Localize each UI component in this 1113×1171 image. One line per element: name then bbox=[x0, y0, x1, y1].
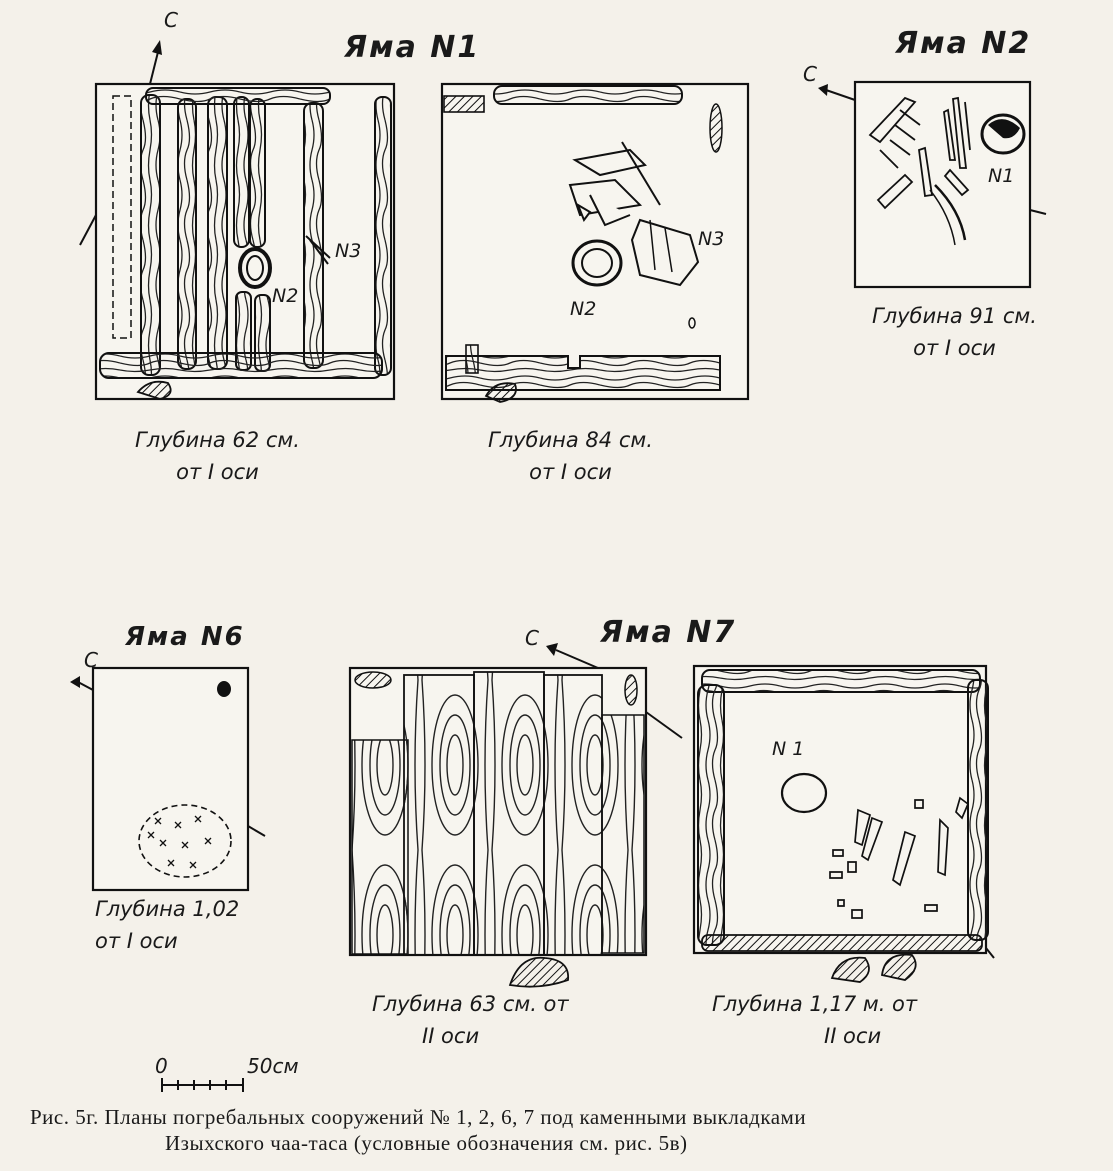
north-label: С bbox=[84, 648, 98, 672]
figure-caption bbox=[30, 1104, 1110, 1156]
depth-pit2 bbox=[872, 300, 1037, 364]
depth-line: Глубина 1,02 bbox=[95, 897, 240, 921]
find-label-n1: N 1 bbox=[772, 738, 805, 760]
depth-line: Глубина 1,17 м. от bbox=[712, 992, 918, 1016]
north-arrow bbox=[826, 90, 855, 100]
pit6-plan bbox=[70, 668, 265, 890]
north-arrow bbox=[78, 682, 93, 690]
north-label: С bbox=[525, 626, 539, 650]
north-arrow bbox=[150, 52, 158, 84]
depth-pit1-a bbox=[135, 424, 300, 488]
depth-pit6 bbox=[95, 893, 239, 957]
depth-pit1-b bbox=[488, 424, 653, 488]
depth-pit7-b bbox=[712, 988, 917, 1052]
depth-axis-line: от I оси bbox=[913, 336, 996, 360]
depth-line: Глубина 84 см. bbox=[488, 428, 653, 452]
title-pit2: Яма N2 bbox=[895, 26, 1032, 61]
find-label-n2: N2 bbox=[570, 298, 597, 320]
vessel-n2 bbox=[573, 241, 621, 285]
north-arrow bbox=[556, 650, 598, 668]
find-label-n1: N1 bbox=[988, 165, 1015, 187]
depth-line: Глубина 91 см. bbox=[872, 304, 1037, 328]
scale-start-label: 0 bbox=[155, 1054, 168, 1078]
north-label: С bbox=[164, 8, 178, 32]
bottom-log bbox=[446, 356, 720, 390]
title-pit6: Яма N6 bbox=[125, 622, 245, 652]
pit1-plan-a bbox=[80, 40, 394, 399]
vessel-n1 bbox=[782, 774, 826, 812]
depth-axis-line: от I оси bbox=[176, 460, 259, 484]
bottom-log bbox=[100, 353, 382, 378]
caption-line-2: Изыхского чаа-таса (условные обозначения см. рис. 5в) bbox=[165, 1131, 688, 1155]
depth-line: Глубина 63 см. от bbox=[372, 992, 569, 1016]
find-label-n3: N3 bbox=[698, 228, 725, 250]
caption-line-1: Рис. 5г. Планы погребальных сооружений № 1, 2, 6, 7 под каменными выкладками bbox=[30, 1105, 807, 1129]
depth-line: Глубина 62 см. bbox=[135, 428, 300, 452]
title-pit1: Яма N1 bbox=[344, 30, 481, 65]
find-label-n3: N3 bbox=[335, 240, 362, 262]
depth-axis-line: от I оси bbox=[95, 929, 178, 953]
scale-end-label: 50см bbox=[247, 1054, 299, 1078]
find-label-n2: N2 bbox=[272, 285, 299, 307]
depth-pit7-a bbox=[372, 988, 569, 1052]
north-label: С bbox=[803, 62, 817, 86]
top-log bbox=[146, 88, 330, 104]
depth-axis-line: от I оси bbox=[529, 460, 612, 484]
scale-bar bbox=[162, 1078, 243, 1092]
depth-axis-line: II оси bbox=[824, 1024, 882, 1048]
pit7-plan-b bbox=[694, 666, 994, 982]
pit7-plan-a bbox=[350, 643, 682, 987]
vessel-n2 bbox=[240, 249, 270, 287]
title-pit7: Яма N7 bbox=[600, 615, 737, 650]
depth-axis-line: II оси bbox=[422, 1024, 480, 1048]
